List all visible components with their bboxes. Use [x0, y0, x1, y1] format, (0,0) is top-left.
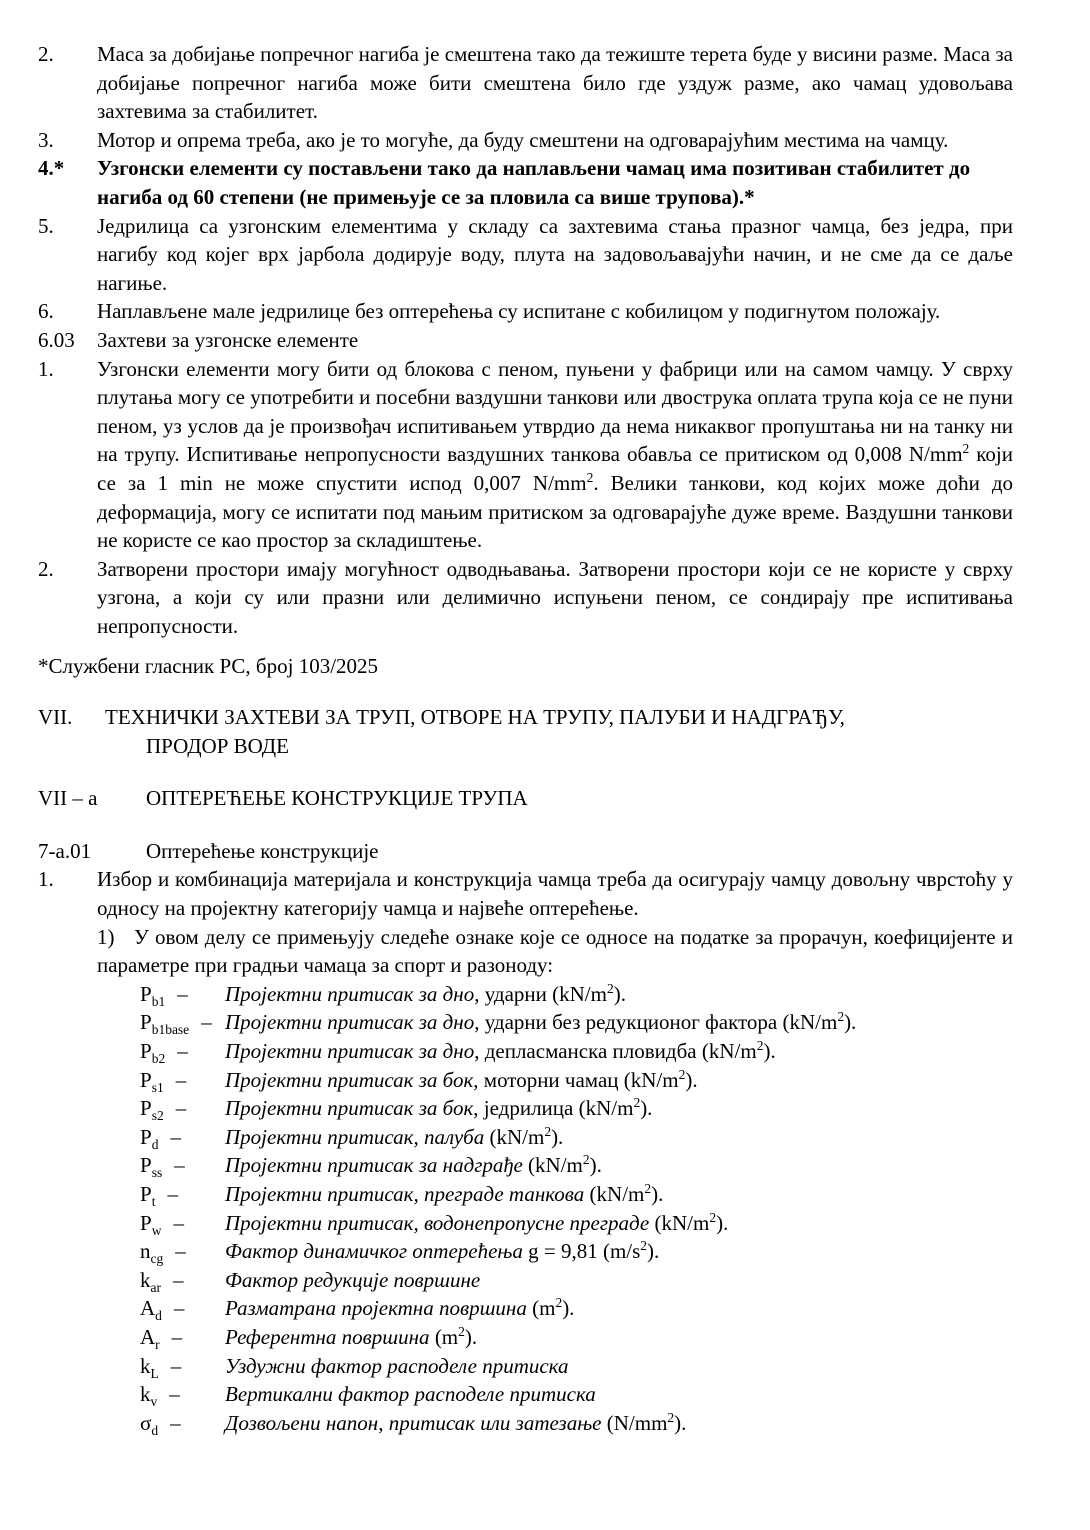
definition-text — [225, 1209, 728, 1238]
subitem-marker: 1) — [97, 924, 115, 949]
subscript: s1 — [151, 1079, 164, 1095]
dash: – — [173, 1210, 184, 1235]
symbol-base: k — [140, 1382, 151, 1407]
symbol — [140, 1180, 225, 1209]
definition-rest: , моторни чамац (kN/m — [473, 1067, 679, 1092]
subscript: d — [155, 1308, 162, 1324]
definition-row-ar — [140, 1323, 1013, 1352]
symbol-base: P — [140, 1153, 152, 1178]
superscript: 2 — [458, 1323, 465, 1339]
dash: – — [169, 1382, 180, 1407]
definition-row-pb2 — [140, 1037, 1013, 1066]
definition-text — [225, 1066, 698, 1095]
item-marker: 2. — [38, 556, 54, 581]
superscript: 2 — [756, 1038, 764, 1053]
definition-term: Пројектни притисак за дно — [225, 981, 475, 1006]
definition-text — [225, 1123, 563, 1152]
superscript: 2 — [544, 1123, 552, 1139]
subscript: ar — [150, 1279, 161, 1295]
symbol — [140, 1008, 225, 1037]
superscript: 2 — [606, 980, 614, 996]
symbol-base: k — [140, 1267, 151, 1292]
symbol-base: σ — [140, 1410, 152, 1435]
definition-row-pw — [140, 1209, 1013, 1238]
definition-rest: ). — [763, 1039, 776, 1063]
symbol — [140, 1409, 225, 1438]
chapter-7-heading — [38, 703, 1013, 760]
subscript: b1base — [151, 1022, 190, 1038]
definition-rest: ). — [640, 1096, 653, 1121]
chapter-title-line2: ПРОДОР ВОДЕ — [146, 733, 289, 758]
superscript: 2 — [678, 1066, 686, 1082]
chapter-title: ОПТЕРЕЋЕЊЕ КОНСТРУКЦИЈЕ ТРУПА — [146, 786, 528, 811]
item-marker: 5. — [38, 213, 54, 238]
definition-term: Фактор редукције површине — [225, 1267, 481, 1292]
section-number: 7-a.01 — [38, 838, 92, 863]
item-marker: 2. — [38, 42, 54, 66]
chapter-7a-heading — [38, 784, 1013, 813]
symbol — [140, 1209, 225, 1238]
definition-row-kl — [140, 1352, 1013, 1381]
definition-rest: (kN/m — [649, 1210, 710, 1235]
symbol — [140, 980, 225, 1009]
item-marker: 3. — [38, 127, 54, 152]
dash: – — [170, 1353, 182, 1378]
symbol — [140, 1094, 225, 1123]
symbol-base: P — [140, 1210, 152, 1235]
section-title: Захтеви за узгонске елементе — [97, 327, 359, 352]
item-text: који се за 1 min не може спустити испод 0,007 N/mm — [97, 442, 1013, 495]
definition-term: Пројектни притисак, преграде танкова — [225, 1181, 585, 1206]
definition-term: Пројектни притисак за бок — [225, 1096, 474, 1121]
definition-row-kv — [140, 1380, 1013, 1409]
definition-text — [225, 1094, 652, 1123]
item-marker: 6. — [38, 299, 54, 324]
definition-rest: (kN/m — [522, 1153, 583, 1178]
definition-rest: , депласманска пловидба (kN/m — [474, 1039, 757, 1063]
subscript: cg — [150, 1251, 164, 1267]
symbol — [140, 1352, 225, 1381]
subscript: L — [150, 1365, 159, 1381]
definition-text — [225, 1380, 596, 1409]
definition-term: Разматрана пројектна површина — [225, 1296, 527, 1321]
definition-term: Пројектни притисак, палуба — [225, 1124, 485, 1149]
list-item-6 — [38, 297, 1013, 326]
definition-text — [225, 1352, 568, 1381]
definition-row-kar — [140, 1266, 1013, 1295]
definition-term: Дозвољени напон, притисак или затезање — [225, 1410, 602, 1435]
definition-row-ncg — [140, 1237, 1013, 1266]
subscript: b2 — [151, 1051, 166, 1066]
section-7a01-subitem-1 — [38, 923, 1013, 980]
section-title: Оптерећење конструкције — [146, 838, 379, 863]
subscript: b1 — [151, 993, 166, 1009]
dash: – — [201, 1010, 212, 1035]
symbol-base: n — [140, 1239, 151, 1264]
symbol-base: P — [140, 1181, 152, 1206]
definition-rest: ). — [674, 1410, 687, 1435]
item-text: Наплављене мале једрилице без оптерећења су испитане с кобилицом у подигнутом положају. — [97, 299, 941, 324]
subscript: ss — [151, 1165, 163, 1181]
section-7a01-item-1 — [38, 865, 1013, 922]
definition-text — [225, 1037, 776, 1066]
item-text: Узгонски елементи могу бити од блокова с пеном, пуњени у фабрици или на самом чамцу. У сврху плутања могу се употребити и посебни ваздушни танкови или двострука оплата трупа која се не пуни пеном, уз услов да је произвођач испитивањем утврдио да нема никаквог пропуштања ни на танку ни на трупу. Испитивање непропусности ваздушних танкова обавља се притиском од 0,008 N/mm — [97, 356, 1013, 467]
symbol — [140, 1151, 225, 1180]
superscript: 2 — [837, 1009, 845, 1025]
item-marker: 4.* — [38, 156, 65, 181]
symbol — [140, 1323, 225, 1352]
superscript: 2 — [555, 1295, 563, 1311]
definition-text — [225, 1294, 574, 1323]
symbol-base: P — [140, 1010, 152, 1035]
superscript: 2 — [586, 469, 594, 485]
definition-rest: ). — [589, 1153, 602, 1178]
section-7a01-heading — [38, 837, 1013, 866]
dash: – — [170, 1124, 181, 1149]
dash: – — [174, 1153, 185, 1178]
symbol-base: P — [140, 1096, 152, 1121]
superscript: 2 — [667, 1409, 675, 1425]
superscript: 2 — [582, 1152, 590, 1168]
definition-rest: ). — [464, 1324, 478, 1349]
symbol-base: P — [140, 1067, 152, 1092]
dash: – — [177, 1039, 188, 1063]
definition-text — [225, 1323, 477, 1352]
list-item-4-bold — [38, 154, 1013, 211]
official-gazette-footnote: *Службени гласник РС, број 103/2025 — [38, 654, 379, 679]
definition-text — [225, 1237, 659, 1266]
subscript: d — [151, 1422, 159, 1438]
subitem-text: У овом делу се примењују следеће ознаке које се односе на податке за прорачун, коефицијенте и параметре при градњи чамаца за спорт и разоноду: — [97, 924, 1013, 978]
subscript: v — [150, 1394, 158, 1410]
list-item-2 — [38, 40, 1013, 126]
symbol — [140, 1237, 225, 1266]
symbol-base: P — [140, 1039, 152, 1063]
definition-rest: ). — [613, 981, 626, 1006]
definition-rest: ). — [551, 1124, 564, 1149]
definition-term: Референтна површина — [225, 1324, 430, 1349]
definition-row-pd — [140, 1123, 1013, 1152]
subscript: w — [151, 1222, 162, 1238]
subscript: r — [155, 1336, 160, 1352]
dash: – — [173, 1296, 185, 1321]
definition-rest: ). — [647, 1239, 660, 1264]
symbol-definitions-list — [38, 980, 1013, 1438]
section-603-item-1 — [38, 355, 1013, 555]
superscript: 2 — [709, 1209, 717, 1225]
superscript: 2 — [644, 1180, 652, 1196]
definition-text — [225, 1151, 602, 1180]
definition-term: Фактор динамичког оптерећења — [225, 1239, 523, 1264]
list-item-5 — [38, 212, 1013, 298]
chapter-title-line1: ТЕХНИЧКИ ЗАХТЕВИ ЗА ТРУП, ОТВОРЕ НА ТРУПУ, ПАЛУБИ И НАДГРАЂУ, — [105, 705, 845, 730]
chapter-number: VII – a — [38, 786, 98, 811]
superscript: 2 — [962, 441, 970, 457]
definition-rest: (m — [526, 1296, 556, 1321]
item-marker: 1. — [38, 356, 54, 381]
symbol-base: P — [140, 981, 152, 1006]
dash: – — [167, 1181, 178, 1206]
definition-rest: (kN/m — [584, 1181, 645, 1206]
item-marker: 1. — [38, 867, 54, 892]
definition-row-ps1 — [140, 1066, 1013, 1095]
symbol — [140, 1294, 225, 1323]
symbol — [140, 1037, 225, 1066]
item-text: Затворени простори имају могућност одводњавања. Затворени простори који се не користе у сврху узгона, а који су или празни или делимично испуњени пеном, се сондирају пре испитивања непропусности. — [97, 556, 1013, 638]
definition-row-pb1base — [140, 1008, 1013, 1037]
definition-rest: (kN/m — [484, 1124, 545, 1149]
definition-term: Пројектни притисак за бок — [225, 1067, 474, 1092]
dash: – — [170, 1410, 181, 1435]
definition-text — [225, 1180, 663, 1209]
definition-rest: ). — [844, 1010, 857, 1035]
subscript: s2 — [151, 1108, 164, 1124]
definition-term: Пројектни притисак за дно — [225, 1039, 475, 1063]
definition-row-sigmad — [140, 1409, 1013, 1438]
superscript: 2 — [633, 1095, 641, 1111]
list-item-3 — [38, 126, 1013, 155]
definition-row-pt — [140, 1180, 1013, 1209]
definition-term: Вертикални фактор расподеле притиска — [225, 1382, 596, 1407]
section-number: 6.03 — [38, 327, 75, 352]
definition-rest: , једрилица (kN/m — [473, 1096, 634, 1121]
definition-text — [225, 1008, 856, 1037]
definition-row-pb1 — [140, 980, 1013, 1009]
definition-rest: ). — [651, 1181, 664, 1206]
dash: – — [177, 981, 188, 1006]
symbol — [140, 1266, 225, 1295]
definition-rest: , ударни (kN/m — [474, 981, 607, 1006]
symbol-base: k — [140, 1353, 151, 1378]
item-text: Избор и комбинација материјала и конструкција чамца треба да осигурају чамцу довољну чврстоћу у односу на пројектну категорију чамца и највеће оптерећење. — [97, 867, 1013, 921]
definition-text — [225, 1266, 480, 1295]
dash: – — [175, 1067, 187, 1092]
dash: – — [175, 1096, 187, 1121]
definition-term: Пројектни притисак за дно — [225, 1010, 475, 1035]
item-text: Маса за добијање попречног нагиба је смештена тако да тежиште терета буде у висини разме. Маса за добијање попречног нагиба може бити смештена било где уздуж разме, ако чамац удовољава захтевима за стабилитет. — [97, 42, 1013, 124]
item-text: Мотор и опрема треба, ако је то могуће, да буду смештени на одговарајућим местима на чамцу. — [97, 127, 949, 152]
definition-rest: g = 9,81 (m/s — [522, 1239, 641, 1264]
subscript: t — [151, 1193, 156, 1209]
definition-term: Пројектни притисак, водонепропусне преграде — [225, 1210, 650, 1235]
definition-rest: ). — [716, 1210, 729, 1235]
definition-rest: (N/mm — [601, 1410, 668, 1435]
subscript: d — [151, 1136, 159, 1152]
definition-row-pss — [140, 1151, 1013, 1180]
symbol-base: A — [140, 1324, 156, 1349]
definition-text — [225, 1409, 686, 1438]
definition-term: Пројектни притисак за надграђе — [225, 1153, 523, 1178]
definition-row-ad — [140, 1294, 1013, 1323]
item-text: Једрилица са узгонским елементима у складу са захтевима стања празног чамца, без једра, при нагибу код којег врх јарбола додирује воду, плута на задовољавајући начин, и не сме да се даље нагиње. — [97, 213, 1013, 295]
section-603-heading — [38, 326, 1013, 355]
symbol — [140, 1123, 225, 1152]
definition-row-ps2 — [140, 1094, 1013, 1123]
definition-term: Уздужни фактор расподеле притиска — [225, 1353, 569, 1378]
dash: – — [173, 1267, 184, 1292]
item-text: Узгонски елементи су постављени тако да наплављени чамац има позитиван стабилитет до нагиба од 60 степени (не примењује се за пловила са више трупова).* — [97, 156, 971, 209]
definition-rest: , ударни без редукционог фактора (kN/m — [474, 1010, 838, 1035]
symbol — [140, 1380, 225, 1409]
chapter-number: VII. — [38, 705, 73, 730]
section-603-item-2 — [38, 555, 1013, 641]
item-text: . Велики танкови, код којих може доћи до деформација, могу се испитати под мањим притиском за одговарајуће дуже време. Ваздушни танкови не користе се као простор за складиштење. — [97, 470, 1014, 553]
definition-rest: (m — [429, 1324, 459, 1349]
symbol — [140, 1066, 225, 1095]
definition-text — [225, 980, 626, 1009]
dash: – — [175, 1239, 186, 1264]
symbol-base: P — [140, 1124, 152, 1149]
superscript: 2 — [640, 1238, 648, 1254]
dash: – — [171, 1324, 183, 1349]
symbol-base: A — [140, 1296, 156, 1321]
definition-rest: ). — [562, 1296, 575, 1321]
definition-rest: ). — [685, 1067, 698, 1092]
